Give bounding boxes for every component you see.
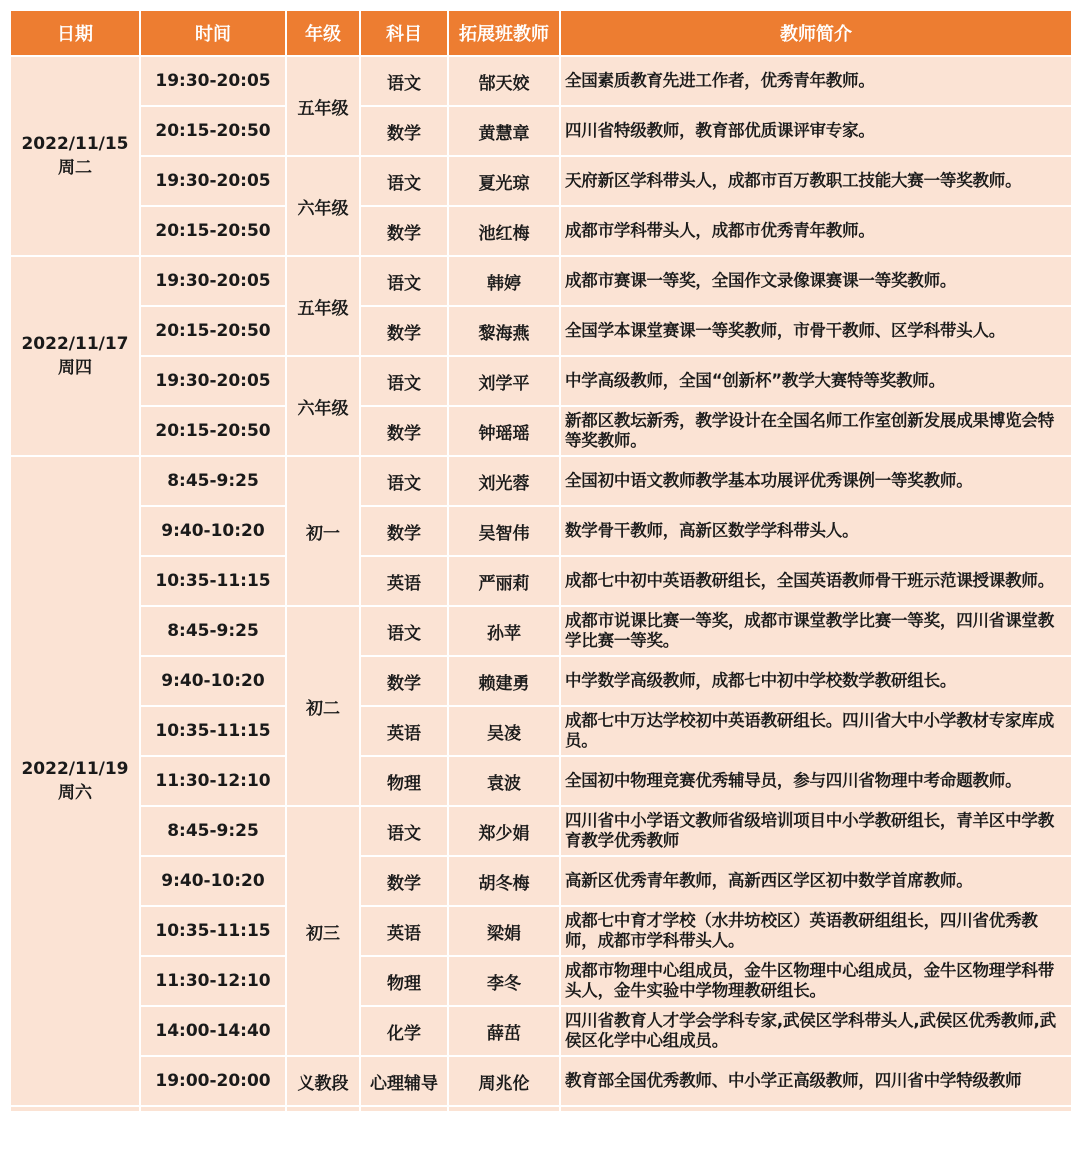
weekday-text: 周六 [58,783,92,803]
intro-cell: 全国初中语文教师教学基本功展评优秀课例一等奖教师。 [560,456,1072,506]
time-cell: 8:45-9:25 [140,806,286,856]
time-cell: 11:30-12:10 [140,956,286,1006]
header-date: 日期 [10,10,140,56]
table-row [10,356,1072,406]
subject-cell: 英语 [360,906,448,956]
page-margin [0,0,9,1170]
table-row [10,606,1072,656]
time-cell: 9:40-10:20 [140,656,286,706]
intro-cell: 成都七中育才学校（水井坊校区）英语教研组组长，四川省优秀教师，成都市学科带头人。 [560,906,1072,956]
grade-cell: 初一 [286,456,360,606]
time-cell: 11:30-12:10 [140,756,286,806]
intro-cell: 成都市赛课一等奖，全国作文录像课赛课一等奖教师。 [560,256,1072,306]
time-cell: 20:15-20:50 [140,406,286,456]
time-cell: 20:15-20:50 [140,206,286,256]
table-body [10,56,1072,1112]
time-cell: 8:45-9:25 [140,456,286,506]
teacher-cell: 刘光蓉 [448,456,560,506]
subject-cell: 化学 [360,1006,448,1056]
teacher-cell: 黎海燕 [448,306,560,356]
intro-cell: 天府新区学科带头人，成都市百万教职工技能大赛一等奖教师。 [560,156,1072,206]
header-row [10,10,1072,56]
time-cell: 8:45-9:25 [140,606,286,656]
intro-cell: 全国初中物理竞赛优秀辅导员，参与四川省物理中考命题教师。 [560,756,1072,806]
teacher-cell: 池红梅 [448,206,560,256]
subject-cell: 数学 [360,106,448,156]
table-row [10,306,1072,356]
intro-cell: 成都七中万达学校初中英语教研组长。四川省大中小学教材专家库成员。 [560,706,1072,756]
grade-cell: 初二 [286,606,360,806]
teacher-cell: 胡冬梅 [448,856,560,906]
subject-cell: 数学 [360,406,448,456]
intro-cell: 中学数学高级教师，成都七中初中学校数学教研组长。 [560,656,1072,706]
table-row [10,556,1072,606]
teacher-cell: 严丽莉 [448,556,560,606]
subject-cell: 数学 [360,306,448,356]
time-cell: 20:15-20:50 [140,306,286,356]
subject-cell: 数学 [360,656,448,706]
intro-cell: 新都区教坛新秀，教学设计在全国名师工作室创新发展成果博览会特等奖教师。 [560,406,1072,456]
subject-cell: 英语 [360,706,448,756]
grade-cell: 六年级 [286,156,360,256]
empty-cell [140,1106,286,1112]
header-intro: 教师简介 [560,10,1072,56]
table-row [10,956,1072,1006]
subject-cell: 心理辅导 [360,1056,448,1106]
table-row [10,756,1072,806]
table-row [10,856,1072,906]
teacher-cell: 周兆伦 [448,1056,560,1106]
teacher-cell: 薛茁 [448,1006,560,1056]
subject-cell: 英语 [360,556,448,606]
teacher-cell: 钟瑶瑶 [448,406,560,456]
time-cell: 19:30-20:05 [140,156,286,206]
time-cell: 10:35-11:15 [140,906,286,956]
teacher-cell: 梁娟 [448,906,560,956]
table-row [10,456,1072,506]
intro-cell: 高新区优秀青年教师，高新西区学区初中数学首席教师。 [560,856,1072,906]
empty-cell [448,1106,560,1112]
intro-cell: 成都市说课比赛一等奖，成都市课堂教学比赛一等奖，四川省课堂教学比赛一等奖。 [560,606,1072,656]
subject-cell: 数学 [360,206,448,256]
time-cell: 20:15-20:50 [140,106,286,156]
table-row [10,56,1072,106]
intro-cell: 成都市学科带头人，成都市优秀青年教师。 [560,206,1072,256]
empty-cell [286,1106,360,1112]
table-row-cut [10,1106,1072,1112]
grade-cell: 六年级 [286,356,360,456]
grade-cell: 五年级 [286,56,360,156]
table-row [10,156,1072,206]
teacher-cell: 袁波 [448,756,560,806]
header-time: 时间 [140,10,286,56]
subject-cell: 语文 [360,256,448,306]
table-row [10,1006,1072,1056]
intro-cell: 成都七中初中英语教研组长，全国英语教师骨干班示范课授课教师。 [560,556,1072,606]
date-text: 2022/11/15 [21,134,129,154]
teacher-cell: 黄慧章 [448,106,560,156]
intro-cell: 数学骨干教师，高新区数学学科带头人。 [560,506,1072,556]
table-row [10,656,1072,706]
empty-cell [560,1106,1072,1112]
subject-cell: 语文 [360,356,448,406]
time-cell: 9:40-10:20 [140,856,286,906]
teacher-cell: 韩婷 [448,256,560,306]
table-row [10,706,1072,756]
intro-cell: 全国素质教育先进工作者，优秀青年教师。 [560,56,1072,106]
table-row [10,406,1072,456]
teacher-cell: 李冬 [448,956,560,1006]
teacher-cell: 夏光琼 [448,156,560,206]
intro-cell: 四川省特级教师，教育部优质课评审专家。 [560,106,1072,156]
subject-cell: 语文 [360,606,448,656]
weekday-text: 周四 [58,358,92,378]
time-cell: 19:30-20:05 [140,56,286,106]
time-cell: 19:30-20:05 [140,356,286,406]
teacher-cell: 吴凌 [448,706,560,756]
table-row [10,906,1072,956]
subject-cell: 语文 [360,56,448,106]
date-text: 2022/11/19 [21,759,129,779]
time-cell: 19:30-20:05 [140,256,286,306]
empty-cell [10,1106,140,1112]
date-cell [10,256,140,456]
intro-cell: 中学高级教师，全国“创新杯”教学大赛特等奖教师。 [560,356,1072,406]
subject-cell: 物理 [360,956,448,1006]
teacher-cell: 赖建勇 [448,656,560,706]
empty-cell [360,1106,448,1112]
grade-cell: 义教段 [286,1056,360,1106]
intro-cell: 四川省教育人才学会学科专家,武侯区学科带头人,武侯区优秀教师,武侯区化学中心组成员。 [560,1006,1072,1056]
time-cell: 19:00-20:00 [140,1056,286,1106]
intro-cell: 成都市物理中心组成员，金牛区物理中心组成员，金牛区物理学科带头人，金牛实验中学物理教研组长。 [560,956,1072,1006]
intro-cell: 教育部全国优秀教师、中小学正高级教师，四川省中学特级教师 [560,1056,1072,1106]
time-cell: 10:35-11:15 [140,706,286,756]
time-cell: 14:00-14:40 [140,1006,286,1056]
table-row [10,1056,1072,1106]
subject-cell: 物理 [360,756,448,806]
table-header [10,10,1072,56]
header-teacher: 拓展班教师 [448,10,560,56]
table-row [10,806,1072,856]
intro-cell: 四川省中小学语文教师省级培训项目中小学教研组长，青羊区中学教育教学优秀教师 [560,806,1072,856]
intro-cell: 全国学本课堂赛课一等奖教师，市骨干教师、区学科带头人。 [560,306,1072,356]
header-grade: 年级 [286,10,360,56]
teacher-cell: 郜天姣 [448,56,560,106]
table-row [10,206,1072,256]
subject-cell: 语文 [360,156,448,206]
schedule-table [9,9,1073,1113]
date-cell [10,56,140,256]
subject-cell: 语文 [360,806,448,856]
grade-cell: 初三 [286,806,360,1056]
teacher-cell: 孙苹 [448,606,560,656]
header-subject: 科目 [360,10,448,56]
subject-cell: 数学 [360,856,448,906]
weekday-text: 周二 [58,158,92,178]
grade-cell: 五年级 [286,256,360,356]
time-cell: 9:40-10:20 [140,506,286,556]
date-text: 2022/11/17 [21,334,129,354]
time-cell: 10:35-11:15 [140,556,286,606]
teacher-cell: 吴智伟 [448,506,560,556]
teacher-cell: 郑少娟 [448,806,560,856]
table-row [10,256,1072,306]
date-cell [10,456,140,1106]
subject-cell: 语文 [360,456,448,506]
subject-cell: 数学 [360,506,448,556]
table-row [10,106,1072,156]
table-row [10,506,1072,556]
teacher-cell: 刘学平 [448,356,560,406]
